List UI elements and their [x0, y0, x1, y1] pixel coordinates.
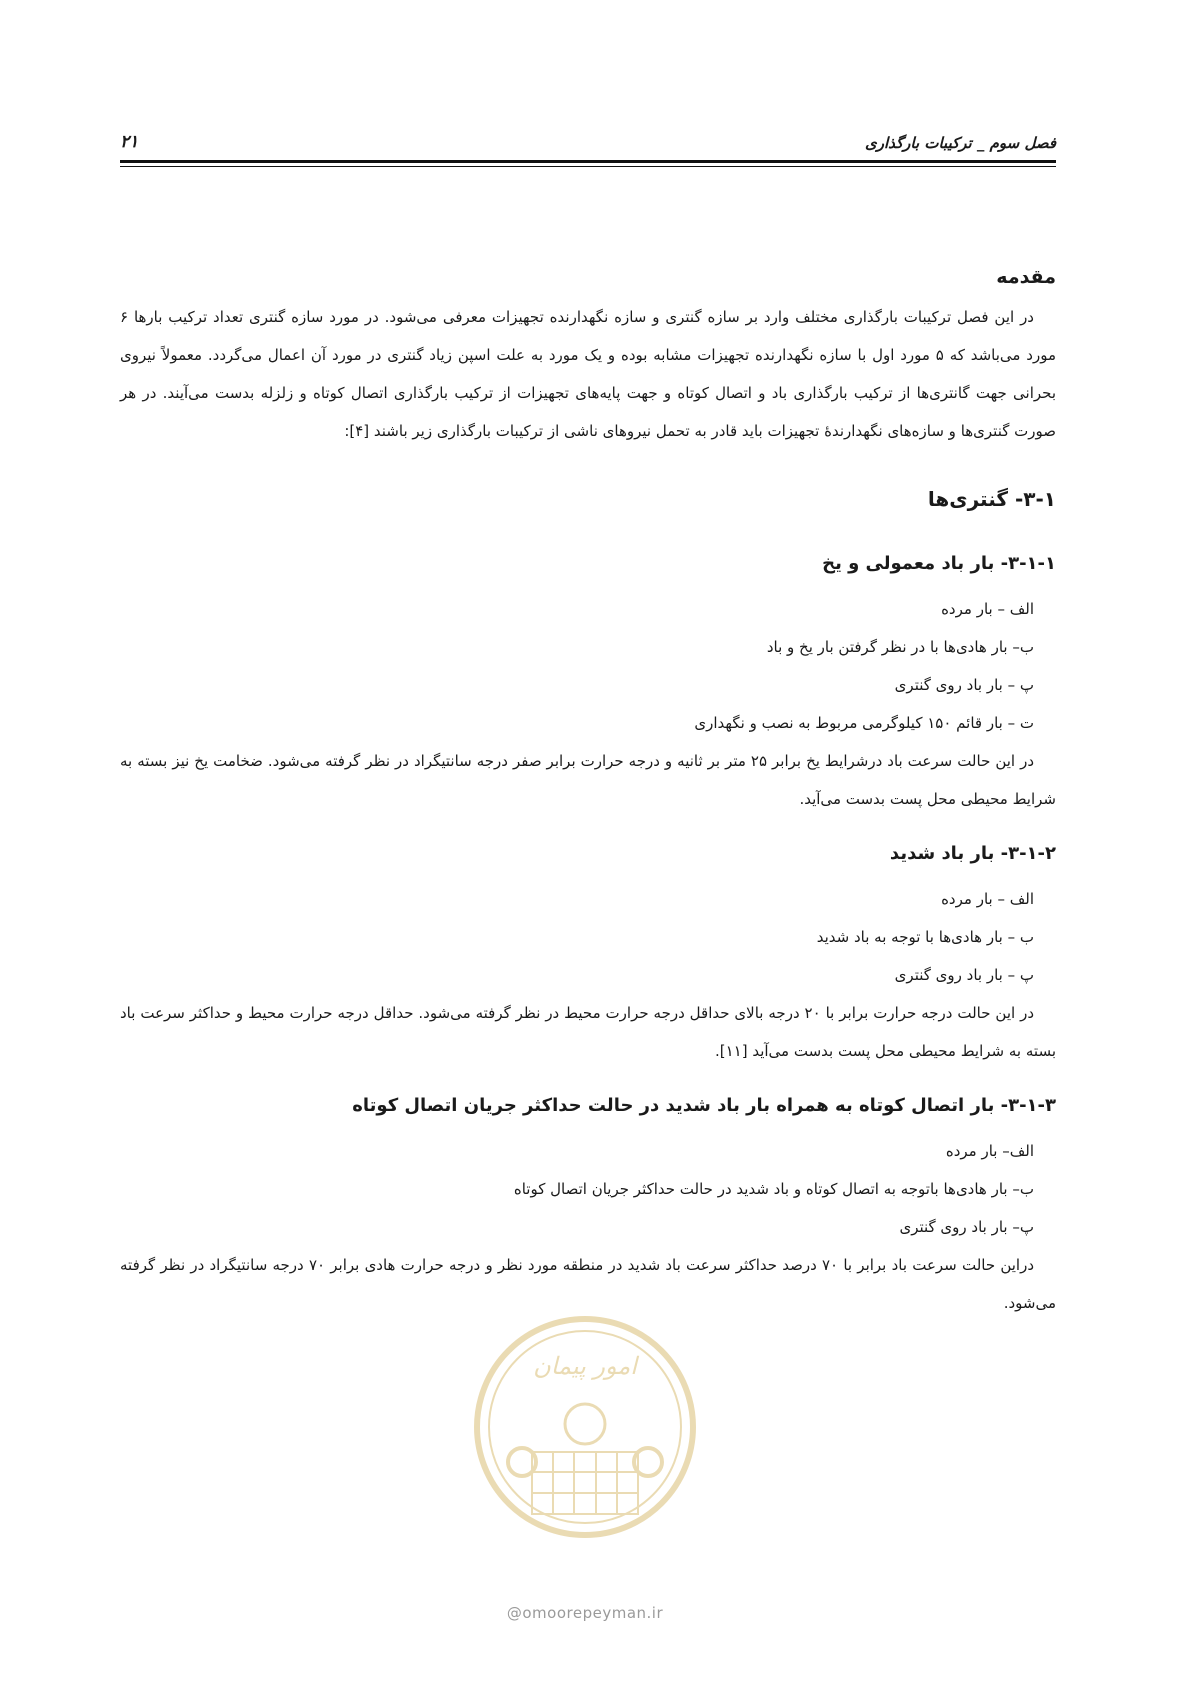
list-item: پ– بار باد روی گنتری: [899, 1218, 1034, 1236]
watermark-emblem-text: امور پیمان: [533, 1352, 637, 1380]
subsection-paragraph-1: در این حالت سرعت باد درشرایط یخ برابر ۲۵ متر بر ثانیه و درجه حرارت برابر صفر درجه سانتیگراد در نظر گرفته می‌شود. ضخامت یخ نیز بسته به شرایط محیطی محل پست بدست می‌آید.: [120, 752, 1056, 808]
header-rule-thick: [120, 160, 1056, 163]
section-heading: ۳-۱- گنتری‌ها: [927, 487, 1056, 511]
list-item: الف– بار مرده: [945, 1142, 1034, 1160]
intro-heading: مقدمه: [996, 266, 1056, 288]
chapter-title: فصل سوم _ ترکیبات بارگذاری: [864, 134, 1056, 152]
list-item: ت – بار قائم ۱۵۰ کیلوگرمی مربوط به نصب و نگهداری: [694, 714, 1034, 732]
subsection-heading-2: ۳-۱-۲- بار باد شدید: [889, 843, 1056, 864]
watermark-url: @omoorepeyman.ir: [506, 1604, 664, 1622]
page-number: ۲۱: [120, 132, 139, 152]
list-item: الف – بار مرده: [941, 890, 1034, 908]
list-item: پ – بار باد روی گنتری: [894, 676, 1034, 694]
list-item: ب– بار هادی‌ها باتوجه به اتصال کوتاه و باد شدید در حالت حداکثر جریان اتصال کوتاه: [513, 1180, 1034, 1198]
subsection-heading-3: ۳-۱-۳- بار اتصال کوتاه به همراه بار باد شدید در حالت حداکثر جریان اتصال کوتاه: [352, 1095, 1056, 1116]
list-item: ب – بار هادی‌ها با توجه به باد شدید: [816, 928, 1034, 946]
list-item: الف – بار مرده: [941, 600, 1034, 618]
subsection-heading-1: ۳-۱-۱- بار باد معمولی و یخ: [822, 553, 1056, 574]
subsection-paragraph-3: دراین حالت سرعت باد برابر با ۷۰ درصد حداکثر سرعت باد شدید در منطقه مورد نظر و درجه حرارت هادی برابر ۷۰ درجه سانتیگراد در نظر گرفته می‌شود.: [120, 1256, 1056, 1312]
page-body: [120, 262, 1056, 1322]
header-rule-thin: [120, 166, 1056, 167]
list-item: پ – بار باد روی گنتری: [894, 966, 1034, 984]
list-item: ب– بار هادی‌ها با در نظر گرفتن بار یخ و باد: [766, 638, 1034, 656]
intro-paragraph: در این فصل ترکیبات بارگذاری مختلف وارد بر سازه گنتری و سازه نگهدارنده تجهیزات معرفی می‌شود. در مورد سازه گنتری تعداد ترکیب بارها ۶ مورد می‌باشد که ۵ مورد اول با سازه نگهدارنده تجهیزات مشابه بوده و یک مورد به علت اسپن زیاد گنتری در مورد آن اعمال می‌گردد. معمولاً نیروی بحرانی جهت گانتری‌ها از ترکیب بارگذاری باد و اتصال کوتاه و جهت پایه‌های تجهیزات از ترکیب بارگذاری اتصال کوتاه و زلزله بدست می‌آیند. در هر صورت گنتری‌ها و سازه‌های نگهدارندهٔ تجهیزات باید قادر به تحمل نیروهای ناشی از ترکیبات بارگذاری زیر باشند [۴]:: [120, 308, 1056, 440]
watermark-seal-icon: [470, 1312, 700, 1542]
subsection-paragraph-2: در این حالت درجه حرارت برابر با ۲۰ درجه بالای حداقل درجه حرارت محیط در نظر گرفته می‌شود. حداقل درجه حرارت محیط و حداکثر سرعت باد بسته به شرایط محیطی محل پست بدست می‌آید [۱۱].: [120, 1004, 1056, 1060]
